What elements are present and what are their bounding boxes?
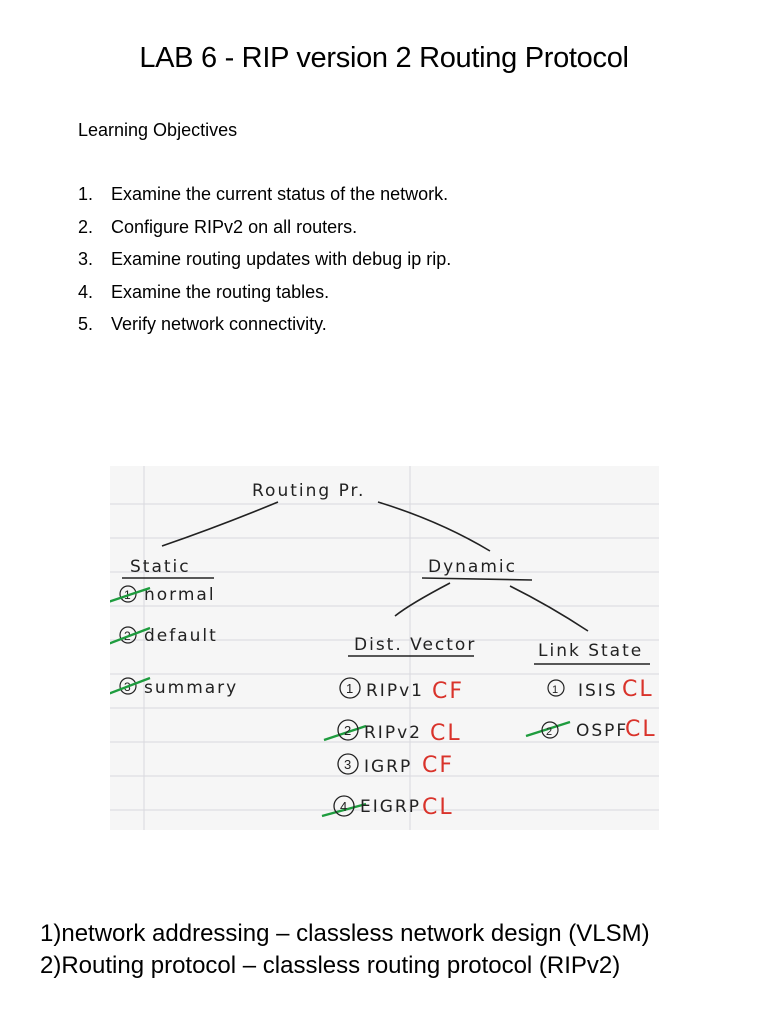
item-marker: 2 [546, 726, 553, 738]
ls-tag-ospf: CL [625, 717, 657, 742]
item-text: Examine routing updates with debug ip rip. [111, 249, 452, 269]
dv-item-eigrp: EIGRP [360, 797, 421, 817]
item-number: 3. [78, 249, 94, 269]
dv-tag-ripv1: CF [432, 679, 465, 704]
item-marker: 1 [346, 681, 354, 696]
static-item-normal: normal [144, 585, 216, 605]
summary-line: 2)Routing protocol – classless routing protocol (RIPv2) [40, 952, 621, 979]
distance-vector-label: Dist. Vector [354, 635, 477, 655]
item-marker: 2 [344, 723, 352, 738]
static-label: Static [130, 557, 191, 577]
item-text: Examine the current status of the network. [111, 184, 449, 204]
list-item [78, 249, 451, 282]
dynamic-label: Dynamic [428, 557, 517, 577]
summary-notes [40, 918, 650, 982]
item-text: Examine the routing tables. [111, 281, 330, 302]
item-marker: 3 [344, 757, 352, 772]
static-item-default: default [144, 626, 218, 646]
ls-item-isis: ISIS [578, 681, 618, 701]
list-item [78, 314, 451, 347]
dv-tag-igrp: CF [422, 753, 455, 778]
list-item [78, 282, 451, 315]
summary-line: 1)network addressing – classless network design (VLSM) [40, 920, 650, 947]
link-state-label: Link State [538, 641, 644, 661]
distance-vector-items [334, 678, 464, 820]
strikethrough-marks [110, 588, 570, 816]
ls-item-ospf: OSPF [576, 721, 629, 741]
objectives-heading: Learning Objectives [78, 120, 238, 140]
item-number: 4. [78, 281, 94, 302]
item-text: Verify network connectivity. [111, 314, 327, 334]
dv-item-ripv2: RIPv2 [364, 723, 422, 743]
objectives-list [78, 184, 451, 347]
list-item [78, 184, 451, 217]
static-items [120, 585, 238, 698]
item-number: 2. [78, 216, 94, 237]
dv-item-ripv1: RIPv1 [366, 681, 424, 701]
link-state-items [542, 677, 657, 742]
item-marker: 1 [552, 684, 559, 696]
item-text: Configure RIPv2 on all routers. [111, 216, 358, 237]
item-number: 5. [78, 314, 94, 334]
item-marker: 2 [124, 629, 131, 643]
dv-tag-ripv2: CL [430, 721, 462, 746]
static-item-summary: summary [144, 678, 239, 698]
item-number: 1. [78, 184, 94, 204]
item-marker: 3 [124, 680, 131, 694]
page-title: LAB 6 - RIP version 2 Routing Protocol [139, 42, 629, 74]
list-item [78, 217, 451, 250]
dv-tag-eigrp: CL [422, 795, 454, 820]
ls-tag-isis: CL [622, 677, 654, 702]
routing-protocols-sketch [110, 466, 659, 830]
sketch-canvas [110, 466, 659, 830]
item-marker: 4 [340, 799, 348, 814]
dv-item-igrp: IGRP [364, 757, 413, 777]
item-marker: 1 [124, 588, 131, 602]
root-label: Routing Pr. [252, 481, 366, 501]
